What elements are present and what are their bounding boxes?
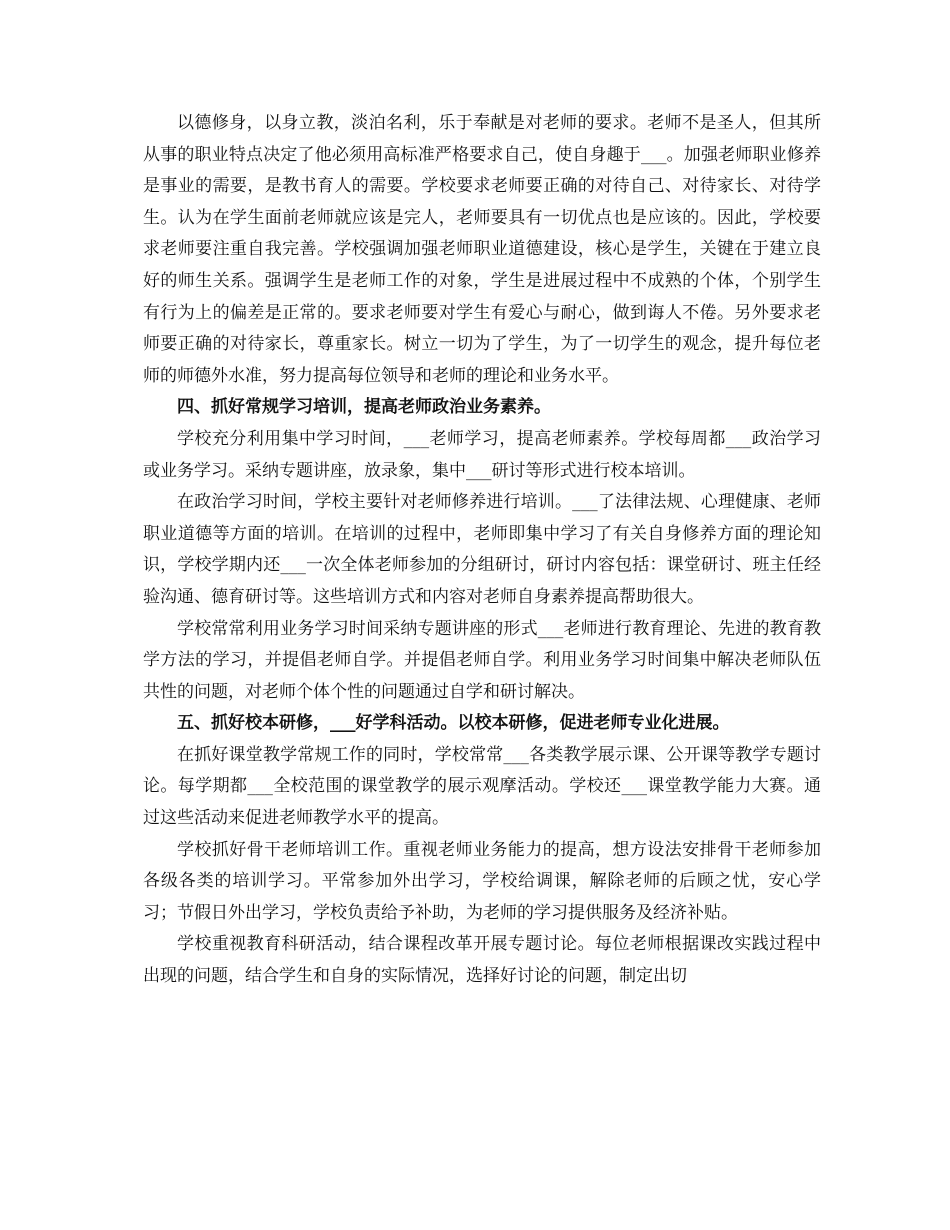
section-heading: 四、抓好常规学习培训，提高老师政治业务素养。 <box>177 397 551 418</box>
body-paragraph: 以德修身，以身立教，淡泊名利，乐于奉献是对老师的要求。老师不是圣人，但其所从事的职业特点决定了他必须用高标准严格要求自己，使自身趣于___。加强老师职业修养是事业的需要，是教书育人的需要。学校要求老师要正确的对待自己、对待家长、对待学生。认为在学生面前老师就应该是完人，老师要具有一切优点也是应该的。因此，学校要求老师要注重自我完善。学校强调加强老师职业道德建设，核心是学生，关键在于建立良好的师生关系。强调学生是老师工作的对象，学生是进展过程中不成熟的个体，个别学生有行为上的偏差是正常的。要求老师要对学生有爱心与耐心，做到诲人不倦。另外要求老师要正确的对待家长，尊重家长。树立一切为了学生，为了一切学生的观念，提升每位老师的师德外水准，努力提高每位领导和老师的理论和业务水平。 <box>143 113 821 386</box>
body-paragraph: 学校充分利用集中学习时间，___老师学习，提高老师素养。学校每周都___政治学习或业务学习。采纳专题讲座，放录象，集中___研讨等形式进行校本培训。 <box>143 428 821 481</box>
body-paragraph: 在政治学习时间，学校主要针对老师修养进行培训。___了法律法规、心理健康、老师职业道德等方面的培训。在培训的过程中，老师即集中学习了有关自身修养方面的理论知识，学校学期内还___一次全体老师参加的分组研讨，研讨内容包括：课堂研讨、班主任经验沟通、德育研讨等。这些培训方式和内容对老师自身素养提高帮助很大。 <box>143 492 821 607</box>
body-paragraph: 学校常常利用业务学习时间采纳专题讲座的形式___老师进行教育理论、先进的教育教学方法的学习，并提倡老师自学。并提倡老师自学。利用业务学习时间集中解决老师队伍共性的问题，对老师个体个性的问题通过自学和研讨解决。 <box>143 618 821 702</box>
document-body <box>143 108 821 993</box>
body-paragraph: 学校抓好骨干老师培训工作。重视老师业务能力的提高，想方设法安排骨干老师参加各级各类的培训学习。平常参加外出学习，学校给调课，解除老师的后顾之忧，安心学习；节假日外出学习，学校负责给予补助，为老师的学习提供服务及经济补贴。 <box>143 839 821 923</box>
body-paragraph: 在抓好课堂教学常规工作的同时，学校常常___各类教学展示课、公开课等教学专题讨论。每学期都___全校范围的课堂教学的展示观摩活动。学校还___课堂教学能力大赛。通过这些活动来促进老师教学水平的提高。 <box>143 744 821 829</box>
section-heading: 五、抓好校本研修，___好学科活动。以校本研修，促进老师专业化进展。 <box>177 713 730 734</box>
body-paragraph: 学校重视教育科研活动，结合课程改革开展专题讨论。每位老师根据课改实践过程中出现的问题，结合学生和自身的实际情况，选择好讨论的问题，制定出切 <box>143 934 821 987</box>
